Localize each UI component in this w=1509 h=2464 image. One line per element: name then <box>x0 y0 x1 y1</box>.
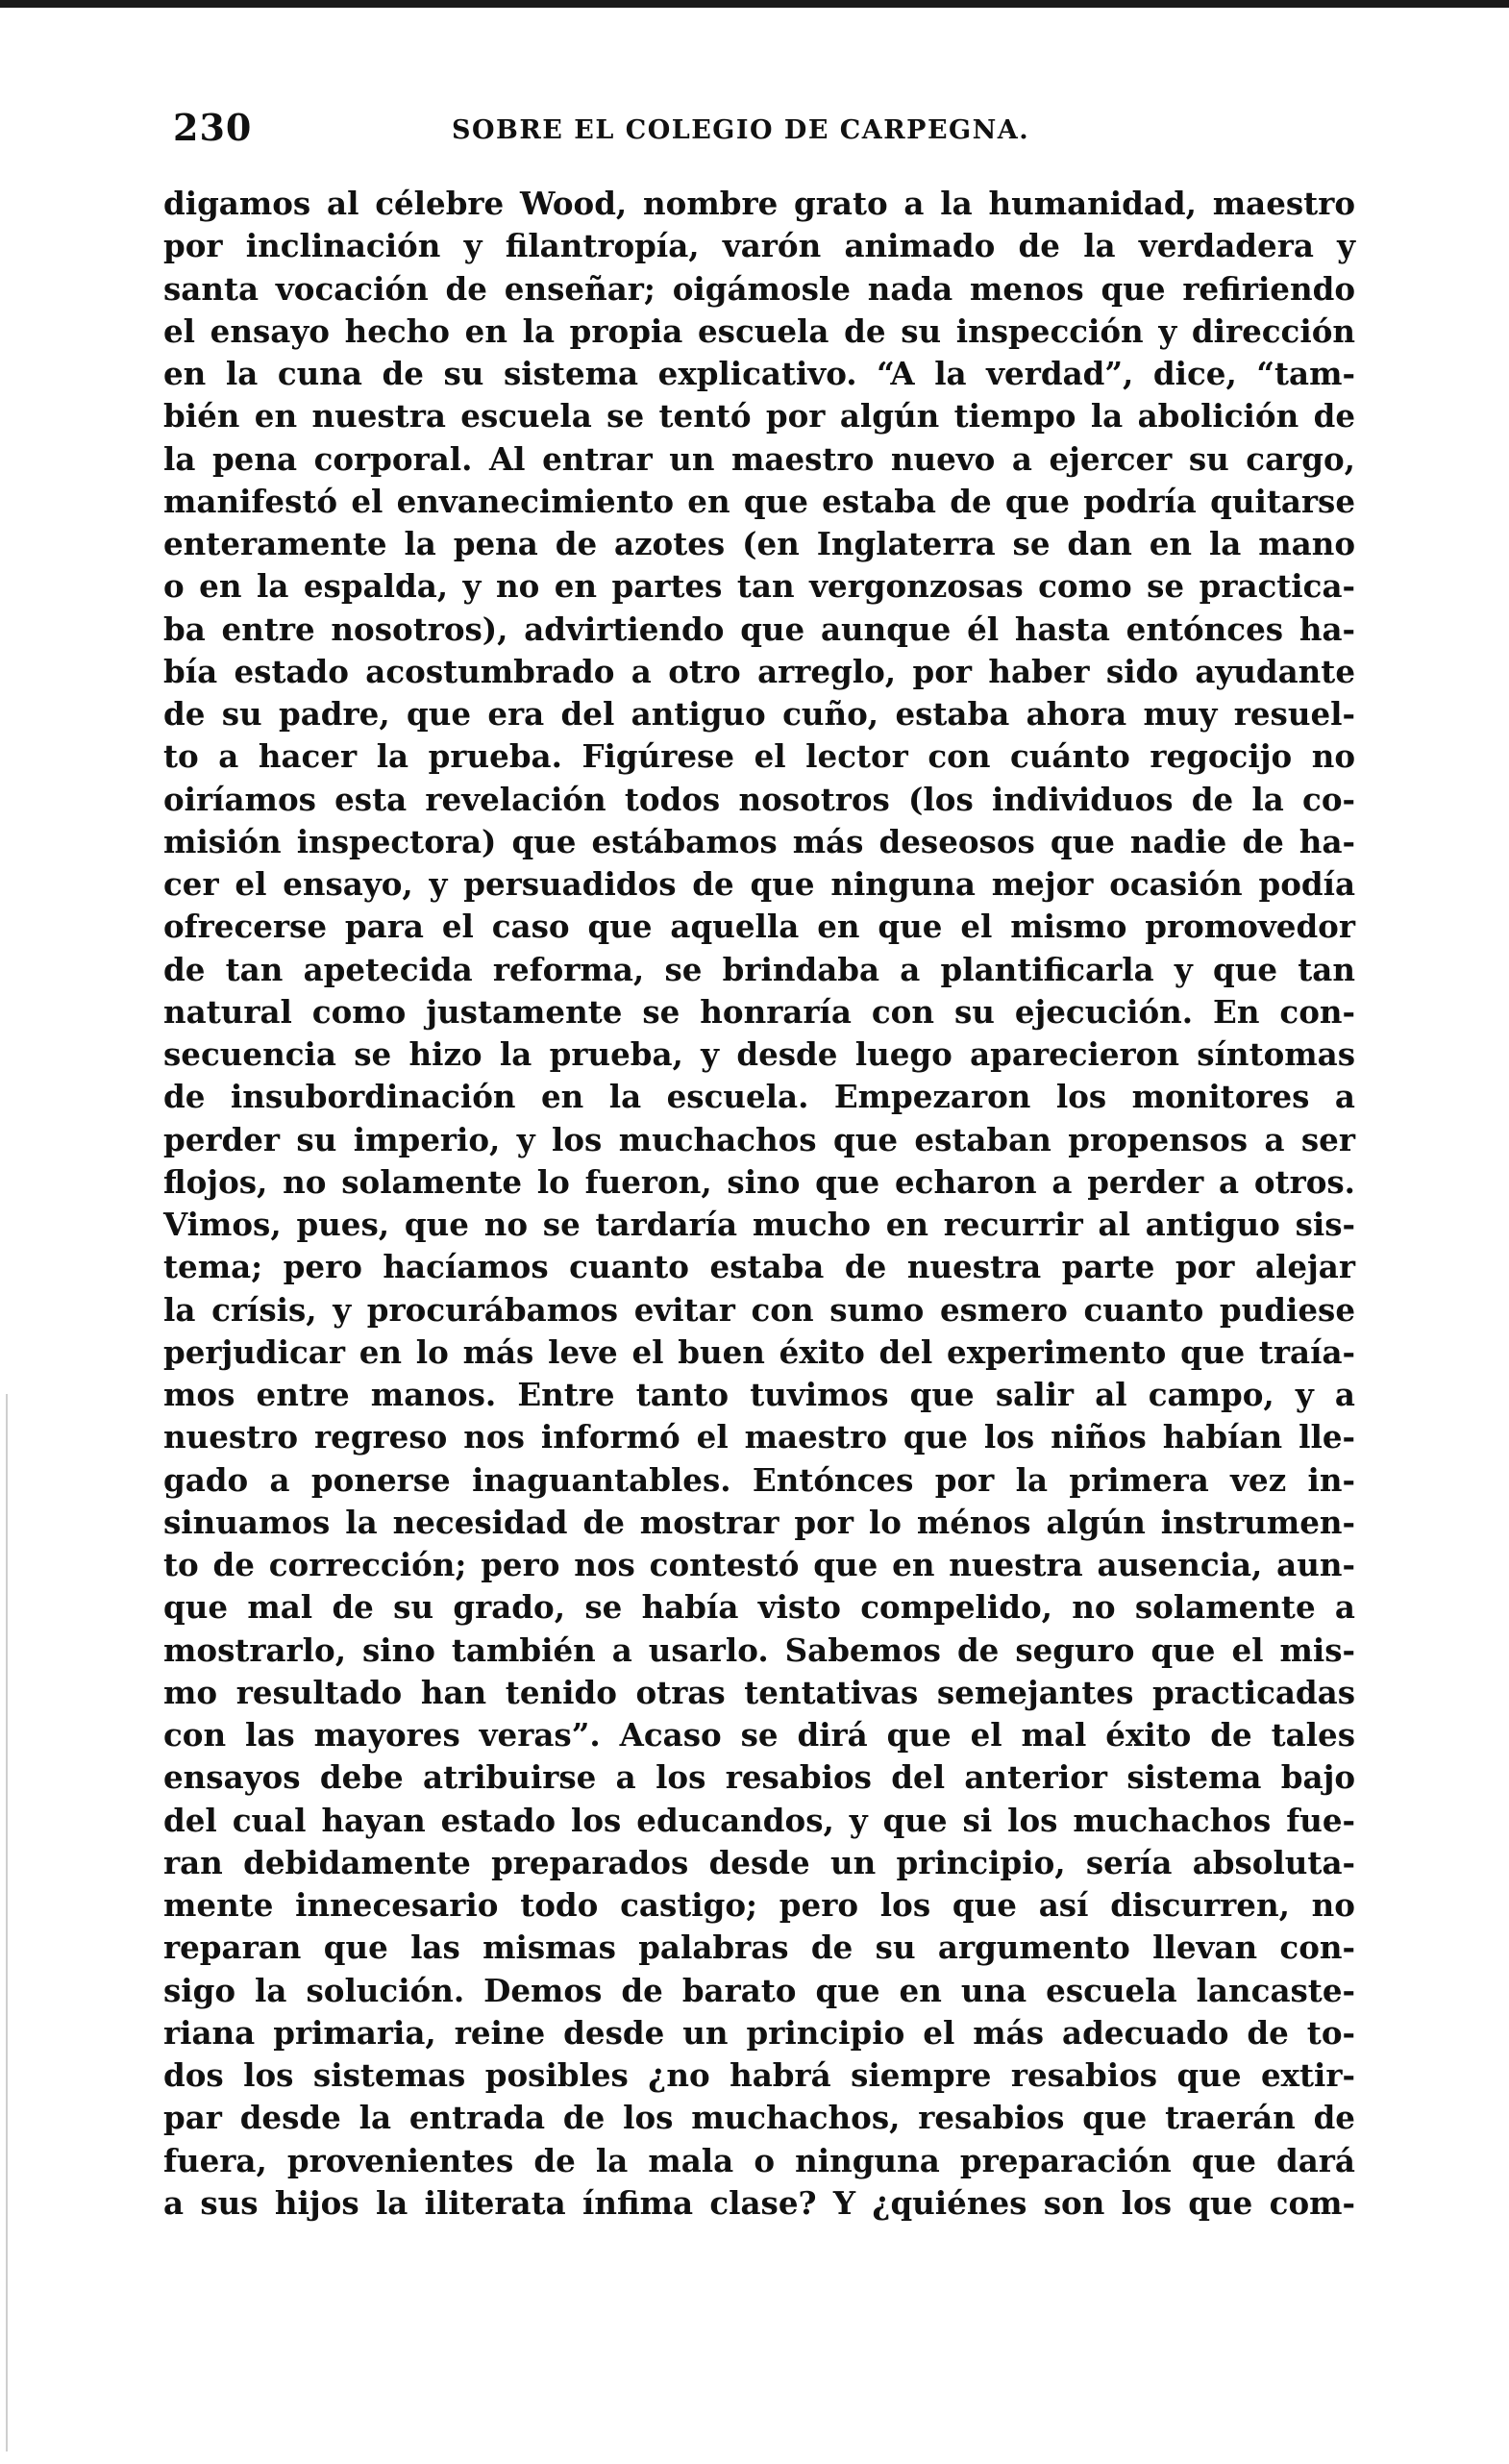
text-line: el ensayo hecho en la propia escuela de su inspección y dirección <box>163 311 1355 350</box>
top-border-rule <box>0 0 1509 8</box>
text-line: to a hacer la prueba. Figúrese el lector con cuánto regocijo no <box>163 737 1355 776</box>
text-line: ba entre nosotros), advirtiendo que aunque él hasta entónces ha- <box>163 610 1355 648</box>
text-line: riana primaria, reine desde un principio el más adecuado de to- <box>163 2013 1355 2052</box>
text-line: dos los sistemas posibles ¿no habrá siempre resabios que extir- <box>163 2056 1355 2094</box>
text-line: perjudicar en lo más leve el buen éxito del experimento que traía- <box>163 1332 1355 1371</box>
running-head <box>163 106 1355 163</box>
text-line: digamos al célebre Wood, nombre grato a la humanidad, maestro <box>163 185 1355 222</box>
text-line: la pena corporal. Al entrar un maestro nuevo a ejercer su cargo, <box>163 439 1355 478</box>
text-line: flojos, no solamente lo fueron, sino que echaron a perder a otros. <box>163 1162 1355 1201</box>
text-line: ofrecerse para el caso que aquella en que el mismo promovedor <box>163 908 1355 946</box>
text-line: natural como justamente se honraría con su ejecución. En con- <box>163 992 1355 1031</box>
text-line: en la cuna de su sistema explicativo. “A la verdad”, dice, “tam- <box>163 355 1355 392</box>
text-line: to de corrección; pero nos contestó que en nuestra ausencia, aun- <box>163 1546 1355 1583</box>
text-line: manifestó el envanecimiento en que estaba de que podría quitarse <box>163 482 1355 520</box>
text-line: enteramente la pena de azotes (en Inglaterra se dan en la mano <box>163 525 1355 562</box>
text-line: santa vocación de enseñar; oigámosle nada menos que refiriendo <box>163 269 1355 308</box>
text-line: gado a ponerse inaguantables. Entónces por la primera vez in- <box>163 1460 1355 1499</box>
text-line: de insubordinación en la escuela. Empezaron los monitores a <box>163 1078 1355 1116</box>
text-line: con las mayores veras”. Acaso se dirá que el mal éxito de tales <box>163 1716 1355 1754</box>
text-line: de tan apetecida reforma, se brindaba a plantificarla y que tan <box>163 950 1355 988</box>
text-line: sigo la solución. Demos de barato que en una escuela lancaste- <box>163 1971 1355 2009</box>
book-page <box>163 106 1355 2225</box>
text-line: Vimos, pues, que no se tardaría mucho en recurrir al antiguo sis- <box>163 1206 1355 1243</box>
text-line: que mal de su grado, se había visto compelido, no solamente a <box>163 1588 1355 1627</box>
body-text <box>163 183 1355 2225</box>
text-line: nuestro regreso nos informó el maestro que los niños habían lle- <box>163 1418 1355 1456</box>
text-line: bién en nuestra escuela se tentó por algún tiempo la abolición de <box>163 397 1355 436</box>
text-line: par desde la entrada de los muchachos, resabios que traerán de <box>163 2099 1355 2137</box>
text-line: oiríamos esta revelación todos nosotros (los individuos de la co- <box>163 780 1355 818</box>
text-line: misión inspectora) que estábamos más deseosos que nadie de ha- <box>163 822 1355 860</box>
page-number: 230 <box>173 106 253 149</box>
text-line: perder su imperio, y los muchachos que estaban propensos a ser <box>163 1120 1355 1158</box>
text-line: mente innecesario todo castigo; pero los que así discurren, no <box>163 1886 1355 1924</box>
text-line: reparan que las mismas palabras de su argumento llevan con- <box>163 1929 1355 1967</box>
running-title: SOBRE EL COLEGIO DE CARPEGNA. <box>452 115 1030 145</box>
text-line: cer el ensayo, y persuadidos de que ninguna mejor ocasión podía <box>163 865 1355 903</box>
text-line: secuencia se hizo la prueba, y desde luego aparecieron síntomas <box>163 1035 1355 1073</box>
text-line: ran debidamente preparados desde un principio, sería absoluta- <box>163 1843 1355 1881</box>
text-line: mos entre manos. Entre tanto tuvimos que salir al campo, y a <box>163 1376 1355 1413</box>
text-line: mostrarlo, sino también a usarlo. Sabemos de seguro que el mis- <box>163 1630 1355 1669</box>
page-edge-shadow <box>6 1394 8 2452</box>
text-line: de su padre, que era del antiguo cuño, estaba ahora muy resuel- <box>163 695 1355 733</box>
text-line: fuera, provenientes de la mala o ninguna preparación que dará <box>163 2141 1355 2179</box>
text-line: bía estado acostumbrado a otro arreglo, por haber sido ayudante <box>163 652 1355 690</box>
text-line: del cual hayan estado los educandos, y que si los muchachos fue- <box>163 1801 1355 1839</box>
text-line: la crísis, y procurábamos evitar con sumo esmero cuanto pudiese <box>163 1290 1355 1329</box>
text-line: o en la espalda, y no en partes tan vergonzosas como se practica- <box>163 567 1355 606</box>
text-line: ensayos debe atribuirse a los resabios del anterior sistema bajo <box>163 1758 1355 1797</box>
text-line: a sus hijos la iliterata ínfima clase? Y ¿quiénes son los que com- <box>163 2183 1355 2222</box>
text-line: tema; pero hacíamos cuanto estaba de nuestra parte por alejar <box>163 1248 1355 1286</box>
text-line: por inclinación y filantropía, varón animado de la verdadera y <box>163 227 1355 265</box>
text-line: mo resultado han tenido otras tentativas semejantes practicadas <box>163 1673 1355 1711</box>
text-line: sinuamos la necesidad de mostrar por lo ménos algún instrumen- <box>163 1503 1355 1541</box>
